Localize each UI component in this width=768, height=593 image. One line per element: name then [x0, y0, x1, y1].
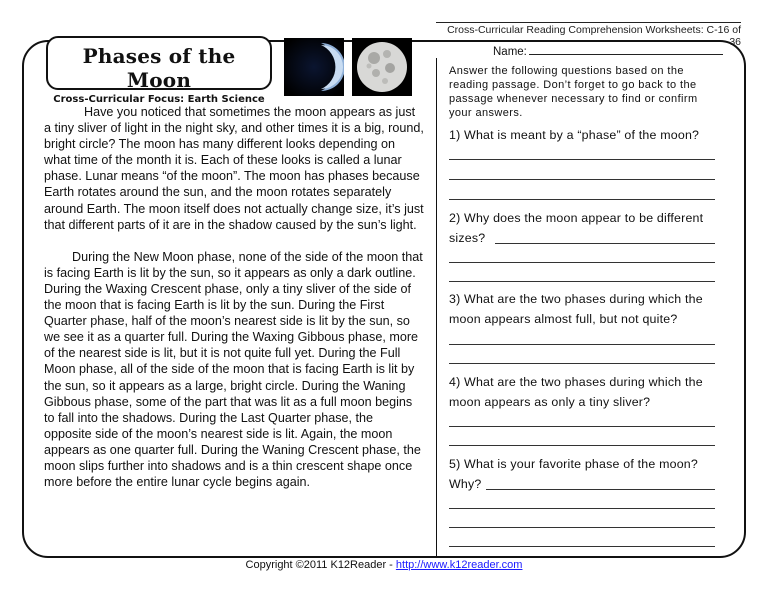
answer-blank[interactable]	[449, 445, 715, 446]
worksheet-label: Cross-Curricular Reading Comprehension Worksheets: C-16 of 36	[447, 24, 741, 48]
answer-blank[interactable]	[449, 262, 715, 263]
answer-blank[interactable]	[495, 243, 715, 244]
passage-paragraph: During the New Moon phase, none of the side of the moon that is facing Earth is lit by the sun, so it appears as only a dark outline. During the Waxing Crescent phase, only a tiny sliver of the side of the moon that is facing Earth is lit by the sun. During the First Quarter phase, half of the moon’s nearest side is lit by the sun, so we see it as a quarter full. During the Waxing Gibbous phase, more of the nearest side is lit, but it is not quite full yet. During the Full Moon phase, all of the side of the moon that is facing Earth is lit by the sun, so it appears as a large, bright circle. During the Waning Gibbous phase, some of the part that was lit as a full moon begins to fall into the shadows. During the Last Quarter phase, the opposite side of the moon’s nearest side is lit. Again, the moon appears as one quarter full. During the Waning Crescent phase, the moon slips further into shadows and is a thin crescent shape once more before the entire lunar cycle begins again.	[44, 249, 423, 490]
full-moon-photo	[352, 38, 412, 96]
name-label: Name:	[493, 46, 527, 58]
question-2: 2) Why does the moon appear to be different sizes?	[449, 211, 704, 245]
answer-blank[interactable]	[449, 199, 715, 200]
answer-blank[interactable]	[449, 426, 715, 427]
answer-blank[interactable]	[449, 179, 715, 180]
question-3: 3) What are the two phases during which the moon appears almost full, but not quite?	[449, 292, 703, 326]
name-field[interactable]	[493, 44, 723, 58]
title-box	[46, 36, 272, 105]
answer-blank[interactable]	[449, 281, 715, 282]
question-1: 1) What is meant by a “phase” of the moon?	[449, 128, 700, 142]
answer-blank[interactable]	[449, 363, 715, 364]
question-5: 5) What is your favorite phase of the moon? Why?	[449, 457, 698, 491]
page-subtitle: Cross-Curricular Focus: Earth Science	[53, 94, 265, 105]
answer-blank[interactable]	[449, 527, 715, 528]
answer-blank[interactable]	[449, 546, 715, 547]
answer-blank[interactable]	[449, 344, 715, 345]
instructions: Answer the following questions based on the reading passage. Don’t forget to go back to the passage whenever necessary to find or confirm your answers.	[449, 65, 698, 119]
footer	[0, 559, 768, 571]
copyright-text: Copyright ©2011 K12Reader -	[245, 559, 396, 571]
question-4: 4) What are the two phases during which the moon appears as only a tiny sliver?	[449, 375, 703, 409]
page-title: Phases of the Moon	[82, 44, 236, 92]
k12reader-link[interactable]: http://www.k12reader.com	[395, 559, 523, 571]
name-blank[interactable]	[529, 44, 723, 55]
answer-blank[interactable]	[486, 489, 715, 490]
answer-blank[interactable]	[449, 508, 715, 509]
crescent-moon-photo	[284, 38, 344, 96]
answer-blank[interactable]	[449, 159, 715, 160]
column-divider	[436, 58, 437, 556]
header-rule	[436, 22, 741, 23]
reading-passage	[44, 104, 424, 490]
passage-paragraph: Have you noticed that sometimes the moon appears as just a tiny sliver of light in the night sky, and other times it is a big, round, bright circle? The moon has many different looks depending on what time of the month it is. Each of these looks is called a lunar phase. Lunar means “of the moon”. The moon has phases because Earth rotates around the sun, and the moon rotates separately around Earth. The moon itself does not actually change size, it’s just that different parts of it are in the shadow caused by the sun’s light.	[44, 105, 424, 232]
